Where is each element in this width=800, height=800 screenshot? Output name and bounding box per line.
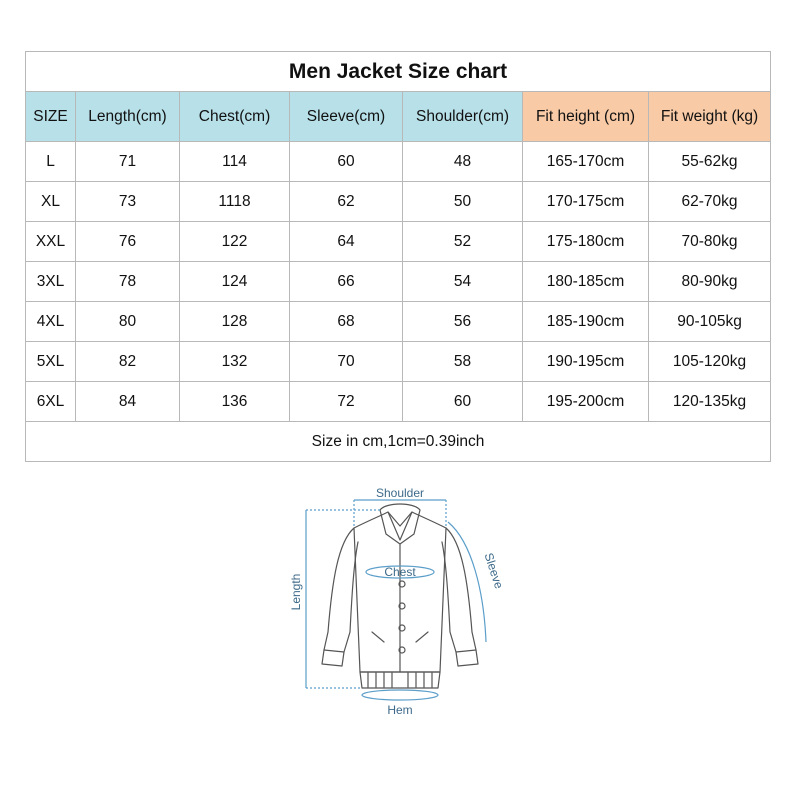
table-row (26, 302, 771, 342)
cell-chest: 124 (180, 262, 290, 302)
chart-title: Men Jacket Size chart (26, 52, 771, 92)
cell-shoulder: 50 (403, 182, 523, 222)
cell-sleeve: 72 (290, 382, 403, 422)
header-chest: Chest(cm) (180, 92, 290, 142)
cell-shoulder: 56 (403, 302, 523, 342)
left-sleeve-outline (324, 528, 358, 652)
cell-length: 82 (76, 342, 180, 382)
header-row (26, 92, 771, 142)
cell-fit-weight: 80-90kg (649, 262, 771, 302)
cell-fit-height: 170-175cm (523, 182, 649, 222)
hem-band (360, 672, 440, 688)
table-row (26, 342, 771, 382)
cell-length: 71 (76, 142, 180, 182)
length-label: Length (289, 573, 303, 611)
table-row (26, 142, 771, 182)
cell-size: 6XL (26, 382, 76, 422)
sleeve-label: Sleeve (481, 551, 507, 591)
table-row (26, 382, 771, 422)
cell-length: 78 (76, 262, 180, 302)
cell-sleeve: 62 (290, 182, 403, 222)
header-length: Length(cm) (76, 92, 180, 142)
cell-shoulder: 52 (403, 222, 523, 262)
cell-size: 4XL (26, 302, 76, 342)
cell-shoulder: 54 (403, 262, 523, 302)
cell-fit-weight: 120-135kg (649, 382, 771, 422)
cell-chest: 114 (180, 142, 290, 182)
cell-chest: 122 (180, 222, 290, 262)
size-chart-table (25, 51, 771, 462)
cell-shoulder: 60 (403, 382, 523, 422)
right-pocket (416, 632, 428, 642)
cell-fit-height: 190-195cm (523, 342, 649, 382)
cell-size: XXL (26, 222, 76, 262)
cell-fit-weight: 105-120kg (649, 342, 771, 382)
unit-note: Size in cm,1cm=0.39inch (26, 422, 771, 462)
header-fit-height: Fit height (cm) (523, 92, 649, 142)
table-body (26, 142, 771, 422)
table-row (26, 182, 771, 222)
note-row (26, 422, 771, 462)
cell-chest: 128 (180, 302, 290, 342)
cell-length: 80 (76, 302, 180, 342)
cell-size: 3XL (26, 262, 76, 302)
cell-shoulder: 58 (403, 342, 523, 382)
hem-guide-ellipse (362, 690, 438, 700)
cell-fit-weight: 70-80kg (649, 222, 771, 262)
header-sleeve: Sleeve(cm) (290, 92, 403, 142)
cell-fit-height: 165-170cm (523, 142, 649, 182)
cell-size: 5XL (26, 342, 76, 382)
header-shoulder: Shoulder(cm) (403, 92, 523, 142)
cell-fit-weight: 55-62kg (649, 142, 771, 182)
jacket-measurement-diagram (280, 482, 520, 722)
cell-sleeve: 64 (290, 222, 403, 262)
cell-fit-height: 185-190cm (523, 302, 649, 342)
cell-fit-height: 195-200cm (523, 382, 649, 422)
title-row (26, 52, 771, 92)
cell-sleeve: 60 (290, 142, 403, 182)
cell-shoulder: 48 (403, 142, 523, 182)
cell-fit-weight: 90-105kg (649, 302, 771, 342)
header-size: SIZE (26, 92, 76, 142)
header-fit-weight: Fit weight (kg) (649, 92, 771, 142)
cell-length: 84 (76, 382, 180, 422)
cell-length: 76 (76, 222, 180, 262)
cell-sleeve: 66 (290, 262, 403, 302)
shoulder-label: Shoulder (375, 486, 425, 500)
left-pocket (372, 632, 384, 642)
cell-fit-height: 180-185cm (523, 262, 649, 302)
cell-chest: 132 (180, 342, 290, 382)
cell-sleeve: 68 (290, 302, 403, 342)
table-row (26, 222, 771, 262)
cell-size: L (26, 142, 76, 182)
cell-fit-height: 175-180cm (523, 222, 649, 262)
chest-label: Chest (384, 565, 416, 579)
cell-chest: 1118 (180, 182, 290, 222)
cell-fit-weight: 62-70kg (649, 182, 771, 222)
cell-chest: 136 (180, 382, 290, 422)
cell-size: XL (26, 182, 76, 222)
table-row (26, 262, 771, 302)
right-sleeve-outline (442, 528, 476, 652)
hem-label: Hem (387, 703, 413, 717)
collar-outline (380, 504, 420, 544)
cell-length: 73 (76, 182, 180, 222)
cell-sleeve: 70 (290, 342, 403, 382)
